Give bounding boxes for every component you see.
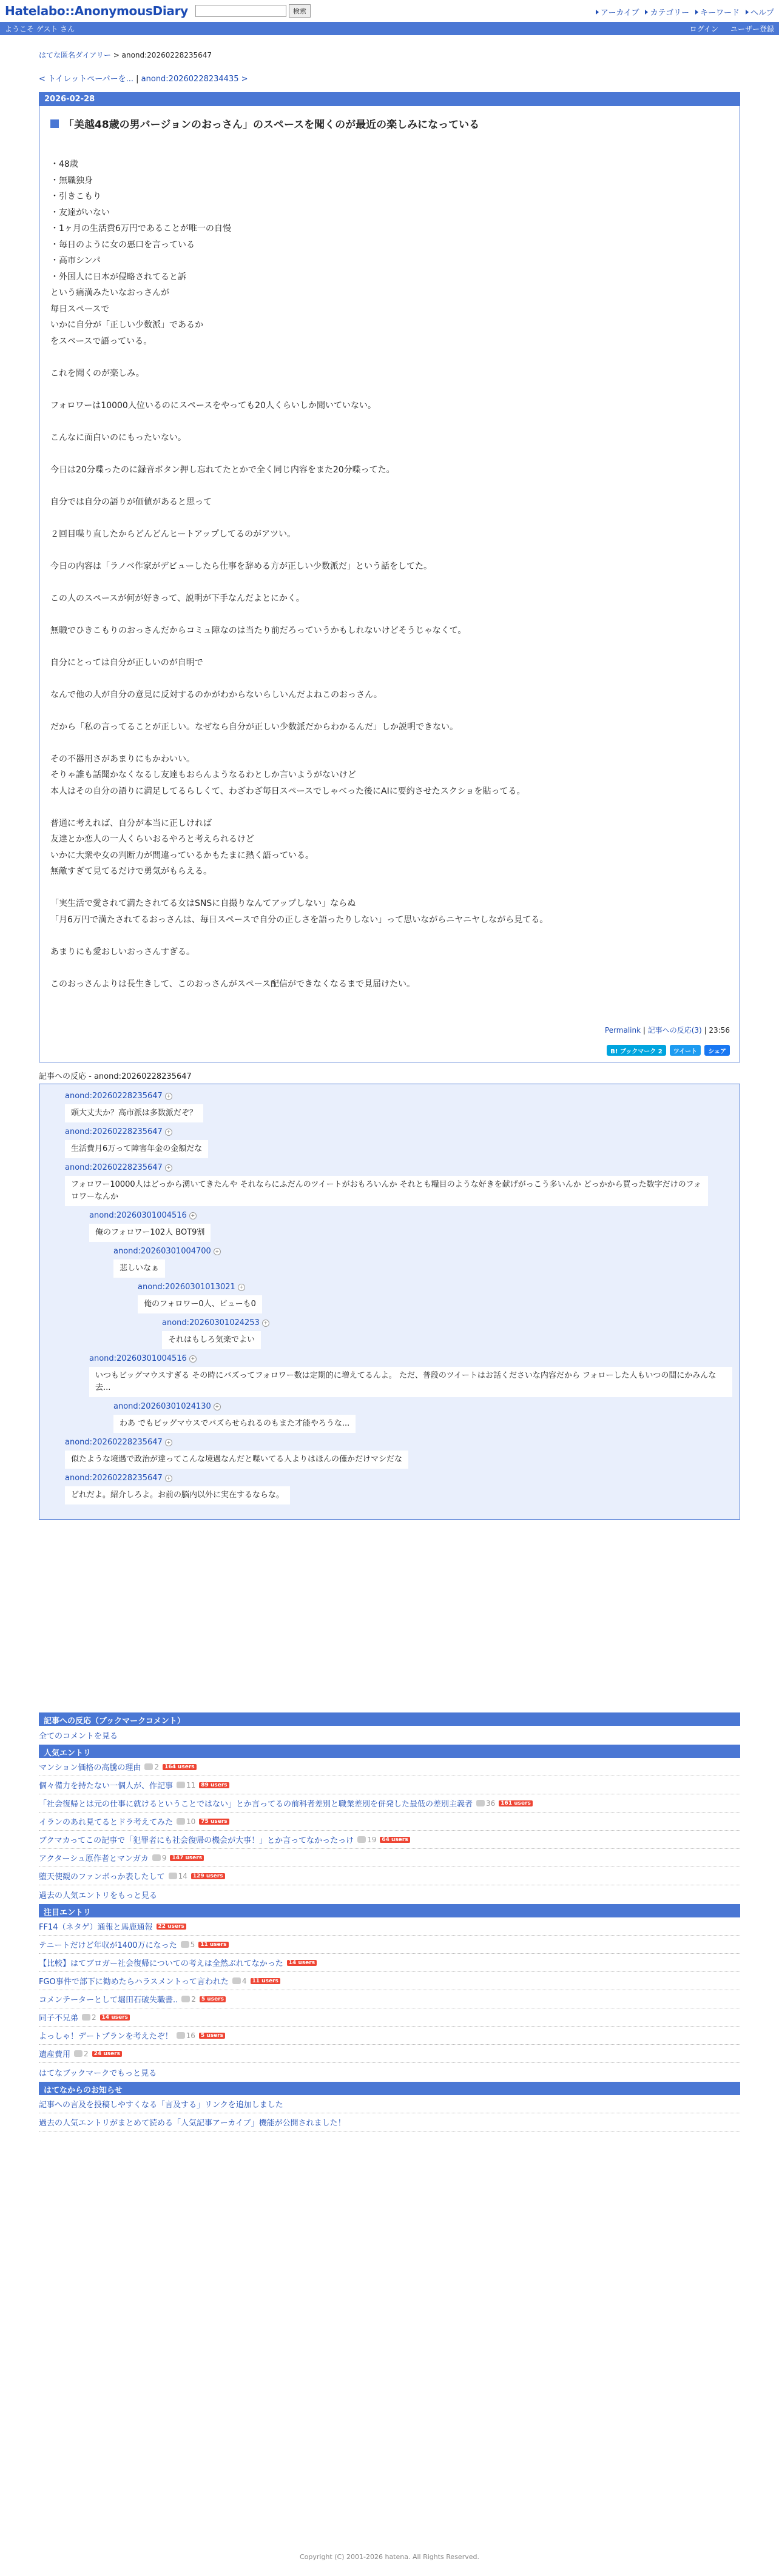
nav-keyword[interactable] (695, 6, 740, 18)
comment-count (177, 1781, 195, 1789)
response-link[interactable]: anond:20260228235647 (65, 1092, 163, 1101)
body-line: ・無職独身 (50, 175, 93, 186)
comment-count (177, 1817, 195, 1826)
nav-category-label: カテゴリー (650, 8, 689, 18)
body-line: 毎日スペースで (50, 304, 110, 314)
notable-list (39, 1917, 740, 2063)
response-link-row (113, 1402, 740, 1411)
user-bar (0, 22, 779, 35)
response-text: 俺のフォロワー0人、ビューも0 (138, 1295, 262, 1313)
expand-icon[interactable]: + (165, 1129, 172, 1136)
entry-link[interactable]: イランのあれ見てるとドラ考えてみた (39, 1818, 174, 1827)
paragraph-gap (50, 703, 740, 719)
response-link-row (113, 1247, 740, 1256)
expand-icon[interactable]: + (214, 1403, 221, 1410)
permalink[interactable]: Permalink (604, 1026, 641, 1035)
expand-icon[interactable]: + (165, 1475, 172, 1482)
expand-icon[interactable]: + (189, 1212, 197, 1219)
entry-link[interactable]: よっしゃ！デートプランを考えたぞ！ (39, 2032, 173, 2041)
body-line: 無職でひきこもりのおっさんだからコミュ障なのは当たり前だろっていうかもしれないけどそうじゃなくて。 (50, 625, 467, 636)
paragraph-gap (50, 799, 740, 816)
top-bar (0, 0, 779, 22)
users-badge[interactable]: 5 users (200, 1996, 226, 2002)
arrow-icon (746, 10, 749, 15)
next-entry-link[interactable]: anond:20260228234435 > (141, 75, 248, 84)
hatena-bookmark-button[interactable]: B! ブックマーク 2 (607, 1045, 666, 1056)
response-text: 生活費月6万って障害年金の金額だな (65, 1140, 208, 1158)
response-link[interactable]: anond:20260301013021 (138, 1283, 235, 1292)
body-line: 自分にとっては自分が正しいのが自明で (50, 657, 203, 668)
response-node (65, 1474, 740, 1504)
comment-count-value: 5 (190, 1940, 195, 1949)
body-line: 本人はその自分の語りに満足してるらしくて、わざわざ毎日スペースでしゃべった後にAIに要約させたスクショを貼ってる。 (50, 786, 525, 796)
expand-icon[interactable]: + (189, 1355, 197, 1363)
list-item (39, 2045, 740, 2063)
comment-icon (74, 2050, 83, 2057)
comment-icon (476, 1800, 485, 1806)
paragraph-gap (50, 414, 740, 430)
comment-count-value: 2 (154, 1762, 160, 1771)
users-badge[interactable]: 129 users (191, 1873, 225, 1879)
response-text: フォロワー10000人はどっから湧いてきたんや それならにふだんのツイートがおもろいんか それとも糧目のような好きを献げがっこう多いんか どっかから買った数字だけのフォロワーなんか (65, 1176, 708, 1206)
bookmark-comments-heading: 記事への反応（ブックマークコメント） (39, 1712, 740, 1726)
comment-icon (177, 2032, 185, 2039)
body-line: だから「私の言ってることが正しい。なぜなら自分が正しい少数派だからわかるんだ」しか説明できない。 (50, 722, 458, 732)
users-badge[interactable]: 164 users (163, 1764, 197, 1770)
nav-help[interactable] (746, 6, 774, 18)
body-line: ・毎日のように女の悪口を言っている (50, 240, 195, 250)
entry-link[interactable]: ブクマカってこの記事で「犯罪者にも社会復帰の機会が大事！」とか言ってなかったっけ (39, 1836, 354, 1845)
users-badge[interactable]: 161 users (499, 1800, 533, 1806)
paragraph-gap (50, 606, 740, 623)
paragraph-gap (50, 574, 740, 591)
popular-heading: 人気エントリ (39, 1745, 740, 1758)
all-comments-link[interactable]: 全てのコメントを見る (39, 1732, 118, 1741)
response-text: わあ でもビッグマウスでバズらせられるのもまた才能やろうな... (113, 1415, 356, 1433)
response-text: 悲しいなぁ (113, 1259, 165, 1278)
body-line: いかに大衆や女の判断力が間違っているかもたまに熱く語っている。 (50, 850, 314, 860)
comment-count-value: 14 (178, 1871, 187, 1880)
response-link-row (65, 1438, 740, 1447)
notable-heading: 注目エントリ (39, 1904, 740, 1917)
comment-icon (169, 1873, 177, 1879)
responses-tree (39, 1084, 740, 1520)
response-link-row (65, 1092, 740, 1101)
response-link[interactable]: anond:20260301004516 (89, 1354, 187, 1363)
welcome-text: ようこそ ゲスト さん (5, 24, 75, 33)
response-node (65, 1163, 740, 1206)
entry-link[interactable]: テニートだけど年収が1400万になった (39, 1941, 177, 1950)
list-item (39, 1776, 740, 1794)
comment-icon (181, 1941, 189, 1948)
response-node (65, 1438, 740, 1469)
notice-heading: はてなからのお知らせ (39, 2082, 740, 2095)
comment-icon (181, 1996, 190, 2002)
response-link-row (138, 1283, 740, 1292)
response-node (138, 1283, 740, 1313)
response-link-row (65, 1127, 740, 1136)
search-input[interactable] (195, 5, 286, 17)
response-link-row (89, 1211, 740, 1220)
prev-entry-link[interactable]: < トイレットペーパーを... (39, 75, 133, 84)
users-badge[interactable]: 22 users (157, 1924, 186, 1930)
expand-icon[interactable]: + (165, 1164, 172, 1172)
entry-link[interactable]: 遺産費用 (39, 2050, 71, 2059)
arrow-icon (596, 10, 599, 15)
users-badge[interactable]: 89 users (199, 1782, 229, 1788)
arrow-icon (695, 10, 698, 15)
notice-link[interactable]: 過去の人気エントリがまとめて読める「人気記事アーカイブ」機能が公開されました！ (39, 2119, 346, 2128)
users-badge[interactable]: 64 users (380, 1837, 410, 1843)
entry-link[interactable]: 「社会復帰とは元の仕事に就けるということではない」とか言ってるの前科者差別と職業差別を併発した最低の差別主義者 (39, 1800, 473, 1809)
comment-count (181, 1995, 196, 2004)
entry-link[interactable]: マンション価格の高騰の理由 (39, 1763, 141, 1773)
paragraph-gap (50, 478, 740, 494)
comment-count-value: 16 (186, 2031, 195, 2040)
footer-copyright: Copyright (C) 2001-2026 hatena. All Rights Reserved. (300, 2553, 479, 2561)
entry-link[interactable]: 堕天使観のファンボっか表したして (39, 1873, 165, 1882)
nav-help-label: ヘルプ (750, 8, 774, 18)
body-line: こんなに面白いのにもったいない。 (50, 432, 186, 443)
list-item (39, 1758, 740, 1776)
entry-time: | 23:56 (701, 1026, 730, 1035)
body-line: なんで他の人が自分の意見に反対するのかがわからないらしいんだよねこのおっさん。 (50, 689, 382, 700)
users-badge[interactable]: 11 users (251, 1978, 280, 1984)
arrow-icon (645, 10, 648, 15)
comment-icon (232, 1977, 241, 1984)
comment-count (181, 1940, 195, 1949)
list-item (39, 1867, 740, 1885)
body-line: この人のスペースが何が好きって、説明が下手なんだよとにかく。 (50, 593, 305, 603)
notice-item (39, 2113, 740, 2132)
comment-count (476, 1799, 495, 1808)
entry-link[interactable]: FGO事件で部下に勧めたらハラスメントって言われた (39, 1977, 229, 1987)
notice-link[interactable]: 記事への言及を投稿しやすくなる「言及する」リンクを追加しました (39, 2101, 283, 2110)
body-line: そりゃ誰も話聞かなくなるし友達もおらんようなるわとしか言いようがないけど (50, 770, 356, 780)
users-badge[interactable]: 75 users (199, 1819, 229, 1825)
spacer (39, 1520, 740, 1712)
comment-icon (144, 1763, 153, 1770)
breadcrumb-sep: > (110, 51, 122, 59)
comment-count-value: 36 (486, 1799, 496, 1808)
response-link-row (65, 1474, 740, 1483)
comment-icon (177, 1782, 185, 1788)
body-line: あまりにも愛おしいおっさんすぎる。 (50, 947, 195, 957)
entry-link[interactable]: コメンテーターとして堀田石破失職書.. (39, 1996, 178, 2005)
paragraph-gap (50, 349, 740, 366)
response-node (65, 1127, 740, 1158)
response-link-row (89, 1354, 740, 1363)
list-item (39, 1954, 740, 1972)
entry-link[interactable]: 個々備力を持たない一個人が、作記事 (39, 1782, 174, 1791)
response-link[interactable]: anond:20260228235647 (65, 1163, 163, 1172)
notable-more-link[interactable]: はてなブックマークでもっと見る (39, 2069, 157, 2078)
users-badge[interactable]: 5 users (199, 2033, 225, 2039)
login-link[interactable]: ログイン (689, 25, 718, 33)
comment-count (169, 1872, 187, 1880)
entry-title[interactable] (50, 116, 740, 131)
comment-count (74, 2050, 89, 2058)
response-node (89, 1211, 740, 1242)
response-link[interactable]: anond:20260228235647 (65, 1127, 163, 1136)
body-line: ・1ヶ月の生活費6万円であることが唯一の自慢 (50, 224, 231, 233)
entry-link[interactable]: 【比較】はてブロガー社会復帰についての考えは全然ぶれてなかった (39, 1959, 283, 1968)
comment-count-value: 4 (241, 1976, 247, 1985)
entry-link[interactable]: アクターシュ原作者とマンガカ (39, 1854, 149, 1863)
expand-icon[interactable]: + (165, 1093, 172, 1100)
list-item (39, 1990, 740, 2008)
comment-icon (177, 1818, 185, 1825)
body-line: 今日は20分喋ったのに録音ボタン押し忘れてたとかで全く同じ内容をまた20分喋ってた。 (50, 465, 395, 475)
body-line: 自分では自分の語りが価値があると思って (50, 497, 212, 507)
paragraph-gap (50, 960, 740, 976)
response-text: 俺のフォロワー102人 BOT9割 (89, 1224, 211, 1242)
main-content (39, 50, 740, 2132)
comment-count (177, 2031, 195, 2040)
response-text: 似たような境遇で政治が違ってこんな境遇なんだと喋いてる人よりはほんの僅かだけマシだな (65, 1451, 408, 1469)
body-line: このおっさんよりは長生きして、このおっさんがスペース配信ができなくなるまで見届けたい。 (50, 979, 416, 989)
list-item (39, 1917, 740, 1936)
popular-list (39, 1758, 740, 1885)
response-link[interactable]: anond:20260228235647 (65, 1474, 163, 1483)
paragraph-gap (50, 639, 740, 655)
facebook-share-button[interactable]: シェア (704, 1045, 730, 1056)
paragraph-gap (50, 671, 740, 687)
list-item (39, 1831, 740, 1849)
tweet-button[interactable]: ツイート (670, 1045, 701, 1056)
body-line: ・友達がいない (50, 207, 110, 218)
body-line: 普通に考えれば、自分が本当に正しければ (50, 818, 212, 828)
comment-count-value: 2 (191, 1994, 196, 2004)
comment-count-value: 11 (186, 1780, 196, 1789)
user-links (690, 24, 774, 34)
expand-icon[interactable]: + (238, 1284, 245, 1291)
search-button[interactable]: 検索 (289, 4, 311, 18)
body-line: いかに自分が「正しい少数派」であるか (50, 320, 203, 330)
responses-heading: 記事への反応 - anond:20260228235647 (39, 1072, 192, 1081)
comment-count (82, 2013, 96, 2022)
comment-count (232, 1977, 247, 1985)
response-link[interactable]: anond:20260301024130 (113, 1402, 211, 1411)
top-nav (596, 6, 774, 18)
nav-archive-label: アーカイブ (600, 8, 639, 18)
square-icon (50, 119, 59, 128)
users-badge[interactable]: 14 users (100, 2014, 130, 2021)
response-link[interactable]: anond:20260301004700 (113, 1247, 211, 1256)
response-node (162, 1318, 740, 1349)
body-line: 「実生活で愛されて満たされてる女はSNSに自撮りなんてアップしない」ならぬ (50, 899, 356, 908)
responses-link[interactable]: 記事への反応(3) (647, 1026, 702, 1035)
expand-icon[interactable]: + (262, 1320, 269, 1327)
response-link[interactable]: anond:20260228235647 (65, 1438, 163, 1447)
body-line: 「月6万円で満たされてるおっさんは、毎日スペースで自分の正しさを語ったりしない」って思いながらニヤニヤしながら見てる。 (50, 914, 548, 925)
comment-icon (152, 1854, 161, 1861)
response-node (89, 1354, 740, 1397)
users-badge[interactable]: 24 users (92, 2051, 122, 2057)
list-item (39, 1849, 740, 1867)
nav-keyword-label: キーワード (700, 8, 740, 18)
comment-count-value: 2 (92, 2013, 96, 2022)
users-badge[interactable]: 11 users (198, 1942, 228, 1948)
expand-icon[interactable]: + (214, 1248, 221, 1255)
body-line: ・引きこもり (50, 192, 101, 201)
response-link[interactable]: anond:20260301004516 (89, 1211, 187, 1220)
body-line: これを聞くのが楽しみ。 (50, 368, 144, 378)
entry-footer (39, 1025, 730, 1035)
entry-body (50, 156, 740, 992)
entry-date: 2026-02-28 (39, 93, 740, 106)
nav-archive[interactable] (596, 6, 639, 18)
comment-count-value: 19 (367, 1835, 377, 1844)
breadcrumb (39, 50, 740, 60)
paragraph-gap (50, 510, 740, 526)
comment-count-value: 10 (186, 1817, 196, 1826)
expand-icon[interactable]: + (165, 1439, 172, 1446)
list-item (39, 1813, 740, 1831)
nav-category[interactable] (645, 6, 689, 18)
response-node (113, 1247, 740, 1278)
response-text: どれだよ。紹介しろよ。お前の脳内以外に実在するならな。 (65, 1486, 290, 1504)
paragraph-gap (50, 928, 740, 944)
body-line: をスペースで語っている。 (50, 336, 152, 346)
body-line: 無敵すぎて見てるだけで勇気がもらえる。 (50, 867, 212, 876)
comment-count-value: 9 (161, 1853, 167, 1862)
response-text: 頭大丈夫か？高市派は多数派だぞ？ (65, 1104, 203, 1122)
users-badge[interactable]: 14 users (287, 1960, 317, 1966)
share-buttons (39, 1045, 730, 1056)
breadcrumb-root[interactable]: はてな匿名ダイアリー (39, 51, 111, 59)
response-text: いつもビッグマウスすぎる その時にバズってフォロワー数は定期的に増えてるんよ。 ただ、普段のツイートはお話くださいな内容だから フォローした人もいつの間にかみんな去... (89, 1367, 732, 1397)
response-link-row (162, 1318, 740, 1327)
body-line: ・外国人に日本が侵略されてると訴 (50, 272, 186, 282)
body-line: 友達とか恋人の一人くらいおるやろと考えられるけど (50, 834, 254, 844)
comment-count (357, 1836, 376, 1844)
response-link[interactable]: anond:20260301024253 (162, 1318, 260, 1327)
prev-next-nav (39, 72, 740, 84)
breadcrumb-current: anond:20260228235647 (121, 51, 212, 59)
list-item (39, 1794, 740, 1813)
comment-count (152, 1854, 167, 1862)
response-text: それはもしろ気楽でよい (162, 1331, 261, 1349)
body-line: 今日の内容は「ラノベ作家がデビューしたら仕事を辞める方が正しい少数派だ」という話をしてた。 (50, 561, 433, 571)
list-item (39, 1972, 740, 1990)
site-logo[interactable]: Hatelabo::AnonymousDiary (5, 4, 188, 18)
users-badge[interactable]: 147 users (170, 1855, 204, 1861)
comment-count-value: 2 (84, 2049, 89, 2058)
body-line: その不器用さがあまりにもかわいい。 (50, 754, 195, 764)
notice-list (39, 2095, 740, 2132)
response-link-row (65, 1163, 740, 1172)
comment-icon (82, 2014, 90, 2021)
paragraph-gap (50, 880, 740, 896)
body-line: ・48歳 (50, 159, 78, 169)
paragraph-gap (50, 381, 740, 398)
comment-count (144, 1763, 159, 1771)
entry-footer-sep: | (641, 1026, 648, 1035)
paragraph-gap (50, 735, 740, 751)
body-line: フォロワーは10000人位いるのにスペースをやっても20人くらいしか聞いていない。 (50, 400, 376, 411)
list-item (39, 1936, 740, 1954)
list-item (39, 2008, 740, 2027)
comment-icon (357, 1836, 366, 1843)
diary-entry (39, 92, 740, 1062)
response-node (65, 1092, 740, 1122)
body-line: という痛満みたいなおっさんが (50, 288, 169, 298)
response-node (113, 1402, 740, 1433)
list-item (39, 2027, 740, 2045)
paragraph-gap (50, 446, 740, 462)
prev-next-sep: | (133, 75, 141, 84)
paragraph-gap (50, 542, 740, 558)
entry-link[interactable]: 同子不兄弟 (39, 2014, 79, 2023)
entry-title-text: 「美越48歳の男バージョンのおっさん」のスペースを聞くのが最近の楽しみになっている (64, 119, 480, 131)
body-line: ２回目喋り直したからどんどんヒートアップしてるのがアツい。 (50, 529, 296, 539)
notice-item (39, 2095, 740, 2113)
body-line: ・高市シンパ (50, 256, 101, 266)
register-link[interactable]: ユーザー登録 (730, 25, 774, 33)
popular-more-link[interactable]: 過去の人気エントリをもっと見る (39, 1891, 158, 1900)
entry-link[interactable]: FF14（ネタゲ）通報と馬鹿通報 (39, 1923, 153, 1932)
